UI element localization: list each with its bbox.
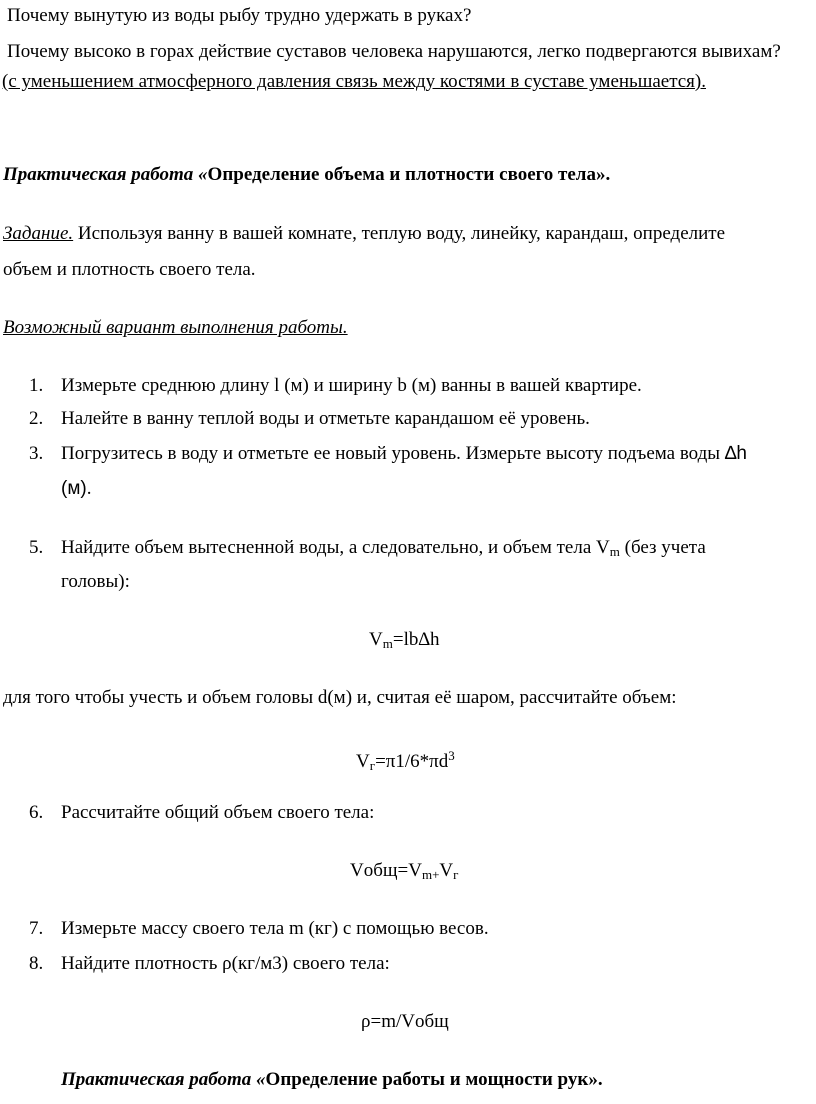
formula-v: V <box>356 751 370 772</box>
step-3 <box>29 442 747 466</box>
step-2 <box>29 407 590 431</box>
task-text: Используя ванну в вашей комнате, теплую воду, линейку, карандаш, определите <box>73 223 726 244</box>
step-text: Погрузитесь в воду и отметьте ее новый уровень. Измерьте высоту подъема воды <box>61 443 725 464</box>
work2-title-name: Определение работы и мощности рук». <box>265 1069 603 1090</box>
step-text: Найдите объем вытесненной воды, а следовательно, и объем тела V <box>61 537 610 558</box>
work2-title-label: Практическая работа « <box>61 1069 266 1090</box>
step-text: Найдите плотность ρ(кг/м3) своего тела: <box>61 953 390 974</box>
step-5-continuation: головы): <box>61 571 130 592</box>
step-3-continuation <box>61 477 91 501</box>
question-joints-answer: (с уменьшением атмосферного давления связь между костями в суставе уменьшается). <box>2 71 706 92</box>
step-number: 2. <box>29 408 44 429</box>
step-text: Измерьте среднюю длину l (м) и ширину b (м) ванны в вашей квартире. <box>61 375 642 396</box>
formula-v: V <box>369 629 383 650</box>
step-number: 8. <box>29 953 44 974</box>
step-6 <box>29 801 374 825</box>
step-3-period: . <box>86 478 92 499</box>
subscript-g: г <box>369 758 376 773</box>
step-text: Рассчитайте общий объем своего тела: <box>61 802 375 823</box>
question-joints: Почему высоко в горах действие суставов человека нарушаются, легко подвергаются вывихам? <box>7 41 781 62</box>
work1-title-name: Определение объема и плотности своего тела». <box>207 164 611 185</box>
step-number: 3. <box>29 443 44 464</box>
work2-title <box>61 1068 603 1092</box>
formula-v: V <box>439 860 454 881</box>
subscript-m: m <box>609 544 620 559</box>
step-8 <box>29 952 390 976</box>
work1-title-label: Практическая работа « <box>3 164 208 185</box>
head-volume-note: для того чтобы учесть и объем головы d(м) и, считая её шаром, рассчитайте объем: <box>3 687 677 708</box>
subscript-m-plus: m+ <box>421 867 440 882</box>
step-7 <box>29 917 489 941</box>
step-number: 7. <box>29 918 44 939</box>
task-line-1 <box>3 222 725 246</box>
delta-h-symbol: ∆h <box>724 443 748 464</box>
question-fish: Почему вынутую из воды рыбу трудно удержать в руках? <box>7 5 472 26</box>
formula-vtotal <box>350 859 459 887</box>
step-number: 1. <box>29 375 44 396</box>
step-number: 6. <box>29 802 44 823</box>
step-text-tail: (без учета <box>619 537 706 558</box>
step-number: 5. <box>29 537 44 558</box>
subscript-m: m <box>382 636 393 651</box>
formula-rest: =π1/6*πd <box>375 751 449 772</box>
formula-vm <box>369 628 439 656</box>
formula-vg <box>356 744 455 778</box>
step-1 <box>29 374 642 398</box>
formula-density: ρ=m/Vобщ <box>361 1011 449 1032</box>
work1-title <box>3 163 610 187</box>
unit-meters: (м) <box>61 478 87 499</box>
formula-rest: =lb∆h <box>392 629 440 650</box>
step-text: Налейте в ванну теплой воды и отметьте карандашом её уровень. <box>61 408 590 429</box>
variant-label: Возможный вариант выполнения работы. <box>3 317 348 338</box>
formula-left: Vобщ=V <box>350 860 422 881</box>
superscript-3: 3 <box>448 748 455 763</box>
task-line-2: объем и плотность своего тела. <box>3 259 256 280</box>
subscript-g: г <box>453 867 459 882</box>
step-text: Измерьте массу своего тела m (кг) с помощью весов. <box>61 918 489 939</box>
task-label: Задание. <box>3 223 74 244</box>
step-5 <box>29 536 706 564</box>
